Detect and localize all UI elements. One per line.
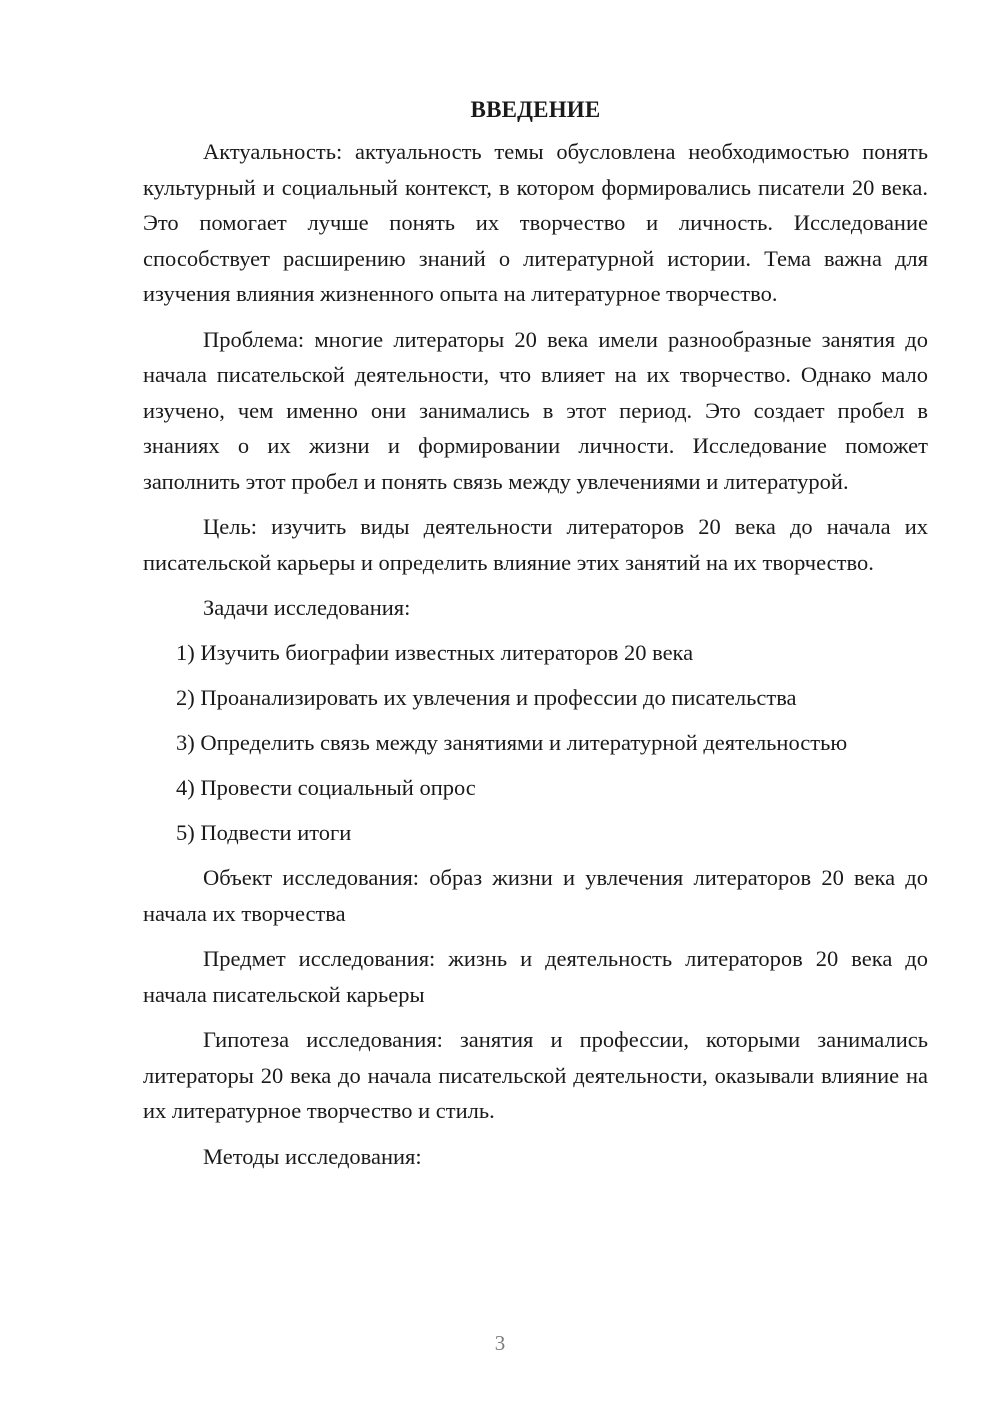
paragraph-problem: Проблема: многие литераторы 20 века имели разнообразные занятия до начала писательской деятельности, что влияет на их творчество. Однако мало изучено, чем именно они занимались в этот период. Это создает пробел в знаниях о их жизни и формировании личности. Исследование поможет заполнить этот пробел и понять связь между увлечениями и литературой.: [143, 326, 928, 494]
paragraph-relevance: Актуальность: актуальность темы обусловлена необходимостью понять культурный и социальный контекст, в котором формировались писатели 20 века. Это помогает лучше понять их творчество и личность. Исследование способствует расширению знаний о литературной истории. Тема важна для изучения влияния жизненного опыта на литературное творчество.: [143, 139, 928, 306]
task-item: 4) Провести социальный опрос: [176, 774, 476, 800]
tasks-heading: Задачи исследования:: [203, 595, 411, 620]
section-title: ВВЕДЕНИЕ: [470, 97, 601, 122]
page-number: 3: [494, 1331, 506, 1355]
document-page: [143, 92, 928, 1183]
paragraph-subject: Предмет исследования: жизнь и деятельность литераторов 20 века до начала писательской карьеры: [143, 946, 928, 1007]
paragraph-object: Объект исследования: образ жизни и увлечения литераторов 20 века до начала их творчества: [143, 865, 928, 926]
task-item: 2) Проанализировать их увлечения и профессии до писательства: [176, 684, 797, 710]
methods-heading: Методы исследования:: [203, 1143, 422, 1169]
task-list: [143, 635, 928, 851]
task-item: 1) Изучить биографии известных литераторов 20 века: [176, 639, 694, 665]
paragraph-hypothesis: Гипотеза исследования: занятия и профессии, которыми занимались литераторы 20 века до начала писательской деятельности, оказывали влияние на их литературное творчество и стиль.: [143, 1027, 928, 1123]
task-item: 3) Определить связь между занятиями и литературной деятельностью: [176, 729, 848, 755]
paragraph-goal: Цель: изучить виды деятельности литераторов 20 века до начала их писательской карьеры и определить влияние этих занятий на их творчество.: [143, 514, 928, 575]
task-item: 5) Подвести итоги: [176, 819, 352, 845]
